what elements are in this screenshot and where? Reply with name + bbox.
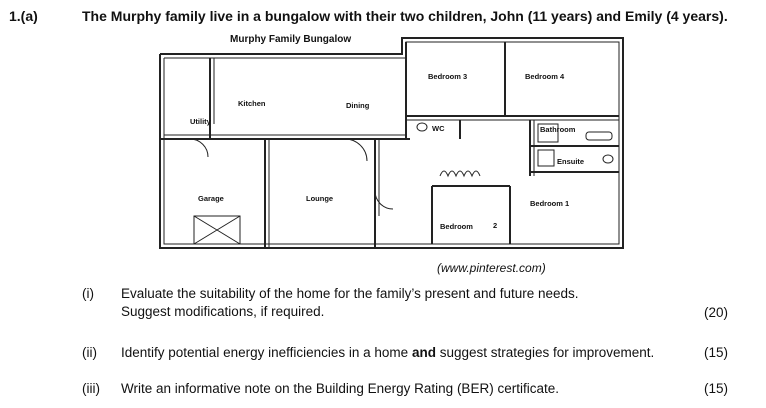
room-dining: Dining	[346, 101, 370, 110]
room-bedroom-2: Bedroom	[440, 222, 473, 231]
part-ii-text: Identify potential energy inefficiencies in a home and suggest strategies for improvement.	[121, 345, 655, 360]
part-iii-marks: (15)	[704, 381, 729, 396]
room-lounge: Lounge	[306, 194, 334, 203]
part-iii-label: (iii)	[82, 381, 100, 396]
room-kitchen: Kitchen	[238, 99, 266, 108]
room-bedroom-4: Bedroom 4	[525, 72, 565, 81]
floor-plan-title: Murphy Family Bungalow	[230, 34, 352, 45]
question-number: 1.(a)	[9, 8, 38, 24]
room-wc: WC	[432, 124, 445, 133]
room-bedroom-2-number: 2	[493, 221, 498, 230]
room-bedroom-3: Bedroom 3	[428, 72, 468, 81]
part-ii-marks: (15)	[704, 345, 729, 360]
part-iii-text: Write an informative note on the Building Energy Rating (BER) certificate.	[121, 381, 559, 396]
floor-plan	[150, 36, 630, 260]
part-i-line1: Evaluate the suitability of the home for the family’s present and future needs.	[121, 286, 579, 301]
part-ii-bold-and: and	[411, 345, 436, 360]
question-intro: The Murphy family live in a bungalow with their two children, John (11 years) and Emily (4 years).	[82, 8, 728, 24]
part-i-line2: Suggest modifications, if required.	[121, 304, 325, 319]
part-i-marks: (20)	[704, 305, 729, 320]
image-source: (www.pinterest.com)	[437, 261, 546, 275]
room-bedroom-1: Bedroom 1	[530, 199, 570, 208]
part-ii-label: (ii)	[82, 345, 97, 360]
part-i-label: (i)	[82, 286, 94, 301]
room-utility: Utility	[190, 117, 211, 126]
room-ensuite: Ensuite	[557, 157, 585, 166]
room-bathroom: Bathroom	[540, 125, 576, 134]
room-garage: Garage	[198, 194, 224, 203]
